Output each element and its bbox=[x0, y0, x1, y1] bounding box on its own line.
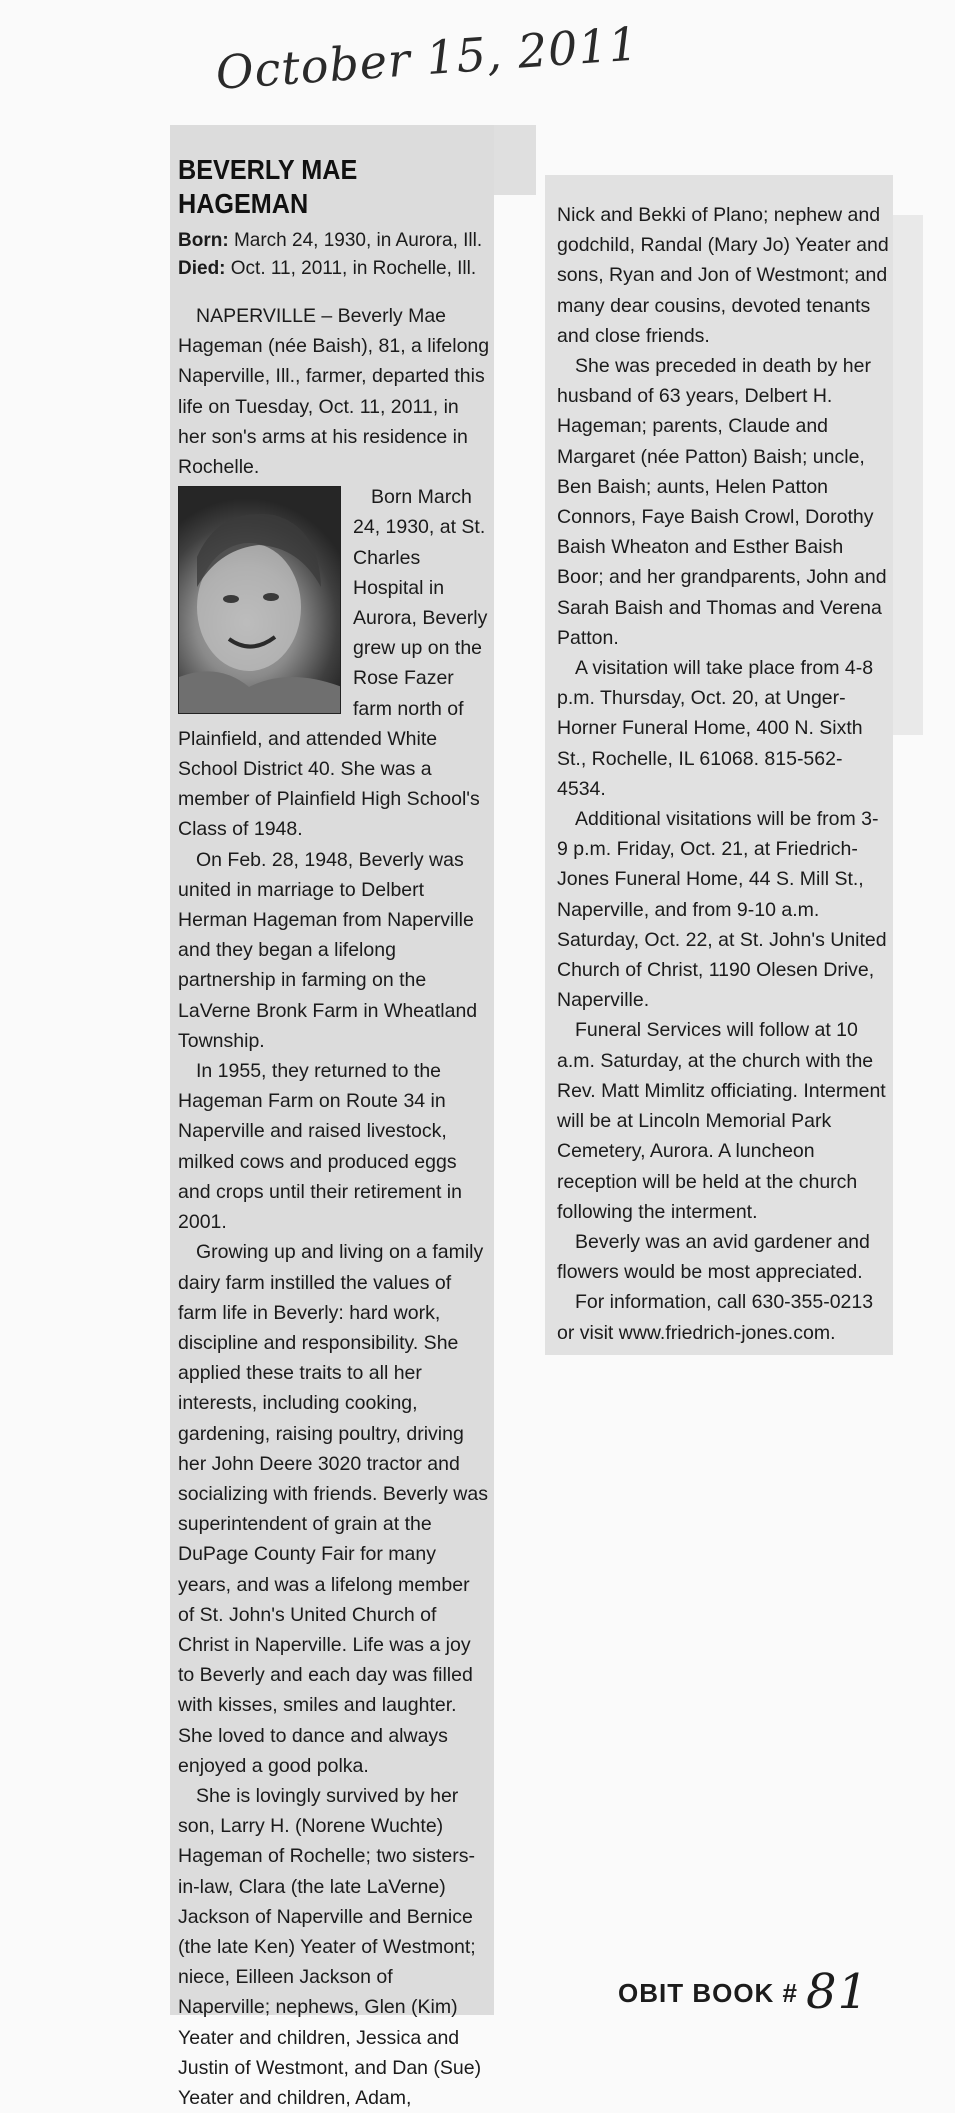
name-line-1: BEVERLY MAE bbox=[178, 154, 358, 185]
obit-book-number: 81 bbox=[806, 1964, 870, 2020]
born-label: Born: bbox=[178, 230, 229, 251]
obit-book-label bbox=[618, 1958, 870, 2020]
handwritten-date: October 15, 2011 bbox=[214, 16, 641, 100]
obituary-column-right bbox=[557, 200, 889, 1348]
name-line-2: HAGEMAN bbox=[178, 188, 309, 219]
obituary-paragraph: Funeral Services will follow at 10 a.m. Saturday, at the church with the Rev. Matt Mimlitz officiating. Interment will be at Lincoln Memorial Park Cemetery, Aurora. A luncheon reception will be held at the church following the interment. bbox=[557, 1019, 886, 1223]
obituary-paragraph: NAPERVILLE – Beverly Mae Hageman (née Baish), 81, a lifelong Naperville, Ill., farmer, departed this life on Tuesday, Oct. 11, 2011, in her son's arms at his residence in Rochelle. bbox=[178, 305, 490, 479]
died-label: Died: bbox=[178, 258, 226, 279]
obituary-name bbox=[178, 153, 459, 221]
bleed-through-shadow bbox=[893, 215, 923, 735]
obituary-paragraph: Born March 24, 1930, at St. Charles Hospital in Aurora, Beverly grew up on the Rose Fazer farm north of Plainfield, and attended White School District 40. She was a member of Plainfield High School's Class of 1948. bbox=[178, 486, 488, 841]
obituary-paragraph: Nick and Bekki of Plano; nephew and godchild, Randal (Mary Jo) Yeater and sons, Ryan and Jon of Westmont; and many dear cousins, devoted tenants and close friends. bbox=[557, 204, 889, 347]
obituary-paragraph: Growing up and living on a family dairy farm instilled the values of farm life in Beverly: hard work, discipline and responsibility. She applied these traits to all her interests, including cooking, gardening, raising poultry, driving her John Deere 3020 tractor and socializing with friends. Beverly was superintendent of grain at the DuPage County Fair for many years, and was a lifelong member of St. John's United Church of Christ in Naperville. Life was a joy to Beverly and each day was filled with kisses, smiles and laughter. She loved to dance and always enjoyed a good polka. bbox=[178, 1241, 488, 1777]
obituary-paragraph: In 1955, they returned to the Hageman Farm on Route 34 in Naperville and raised livestock, milked cows and produced eggs and crops until their retirement in 2001. bbox=[178, 1060, 462, 1234]
obituary-paragraph: She was preceded in death by her husband of 63 years, Delbert H. Hageman; parents, Claude and Margaret (née Patton) Baish; uncle, Ben Baish; aunts, Helen Patton Connors, Faye Baish Crowl, Dorothy Baish Wheaton and Esther Baish Boor; and her grandparents, John and Sarah Baish and Thomas and Verena Patton. bbox=[557, 355, 887, 649]
obit-book-text: OBIT BOOK # bbox=[618, 1978, 799, 2008]
died-value: Oct. 11, 2011, in Rochelle, Ill. bbox=[230, 258, 477, 279]
died-line bbox=[178, 255, 490, 283]
obituary-paragraph: She is lovingly survived by her son, Larry H. (Norene Wuchte) Hageman of Rochelle; two sisters-in-law, Clara (the late LaVerne) Jackson of Naperville and Bernice (the late Ken) Yeater of Westmont; niece, Eilleen Jackson of Naperville; nephews, Glen (Kim) Yeater and children, Jessica and Justin of Westmont, and Dan (Sue) Yeater and children, Adam, bbox=[178, 1784, 482, 2109]
bleed-through-shadow bbox=[494, 125, 536, 195]
portrait-photo bbox=[178, 486, 341, 714]
obituary-paragraph: For information, call 630-355-0213 or visit www.friedrich-jones.com. bbox=[557, 1291, 874, 1344]
obituary-paragraph: On Feb. 28, 1948, Beverly was united in marriage to Delbert Herman Hageman from Naperville and they began a lifelong partnership in farming on the LaVerne Bronk Farm in Wheatland Township. bbox=[178, 848, 478, 1052]
obituary-paragraph: A visitation will take place from 4-8 p.m. Thursday, Oct. 20, at Unger-Horner Funeral Home, 400 N. Sixth St., Rochelle, IL 61068. 815-562-4534. bbox=[557, 657, 874, 800]
obituary-paragraph: Beverly was an avid gardener and flowers would be most appreciated. bbox=[557, 1230, 870, 1284]
born-line bbox=[178, 227, 490, 255]
obituary-column-left bbox=[178, 153, 490, 2113]
obituary-paragraph: Additional visitations will be from 3-9 p.m. Friday, Oct. 21, at Friedrich-Jones Funeral Home, 44 S. Mill St., Naperville, and from 9-10 a.m. Saturday, Oct. 22, at St. John's United Church of Christ, 1190 Olesen Drive, Naperville. bbox=[557, 808, 887, 1012]
born-value: March 24, 1930, in Aurora, Ill. bbox=[233, 230, 483, 251]
